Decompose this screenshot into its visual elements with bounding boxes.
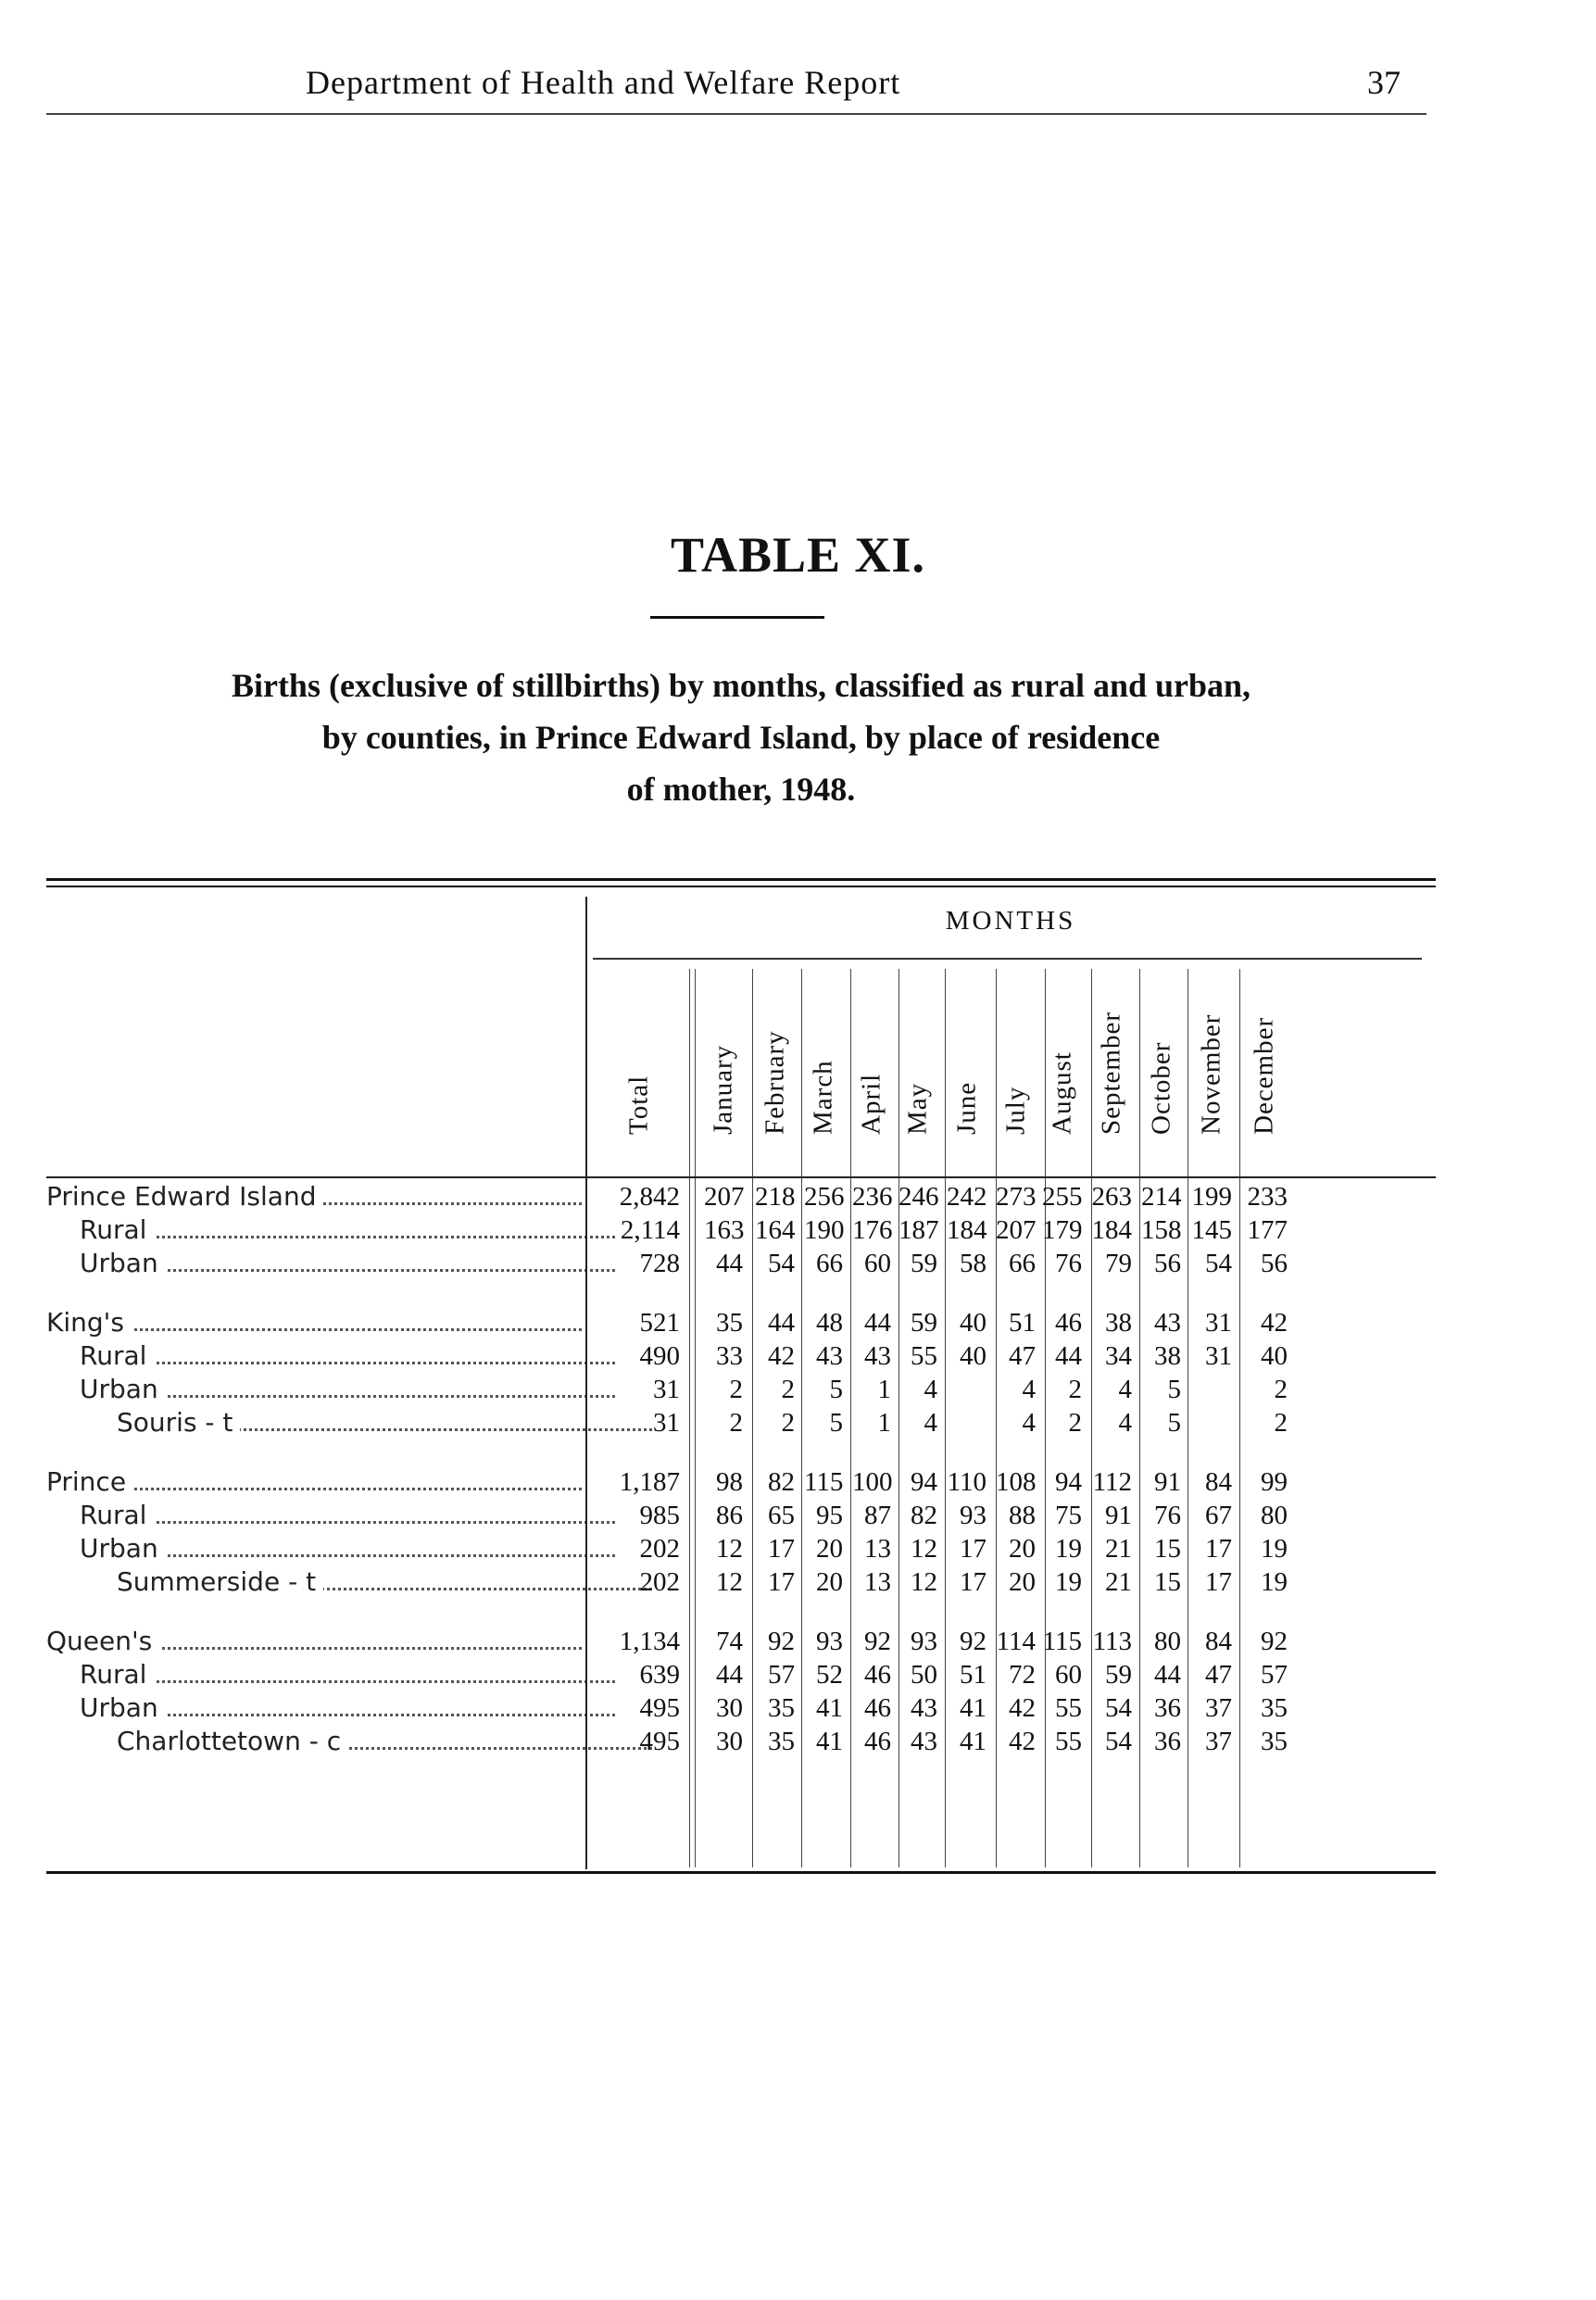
cell-january: 207 xyxy=(704,1182,745,1212)
cell-may: 43 xyxy=(911,1693,937,1723)
cell-december: 19 xyxy=(1261,1567,1288,1597)
cell-november: 54 xyxy=(1205,1249,1232,1278)
cell-april: 100 xyxy=(852,1467,893,1497)
cell-december: 2 xyxy=(1274,1408,1288,1438)
table-row xyxy=(46,1247,1436,1280)
cell-june: 17 xyxy=(960,1534,987,1564)
table-row xyxy=(46,1406,1436,1439)
cell-may: 94 xyxy=(911,1467,937,1497)
cell-september: 263 xyxy=(1091,1182,1132,1212)
column-header-may: May xyxy=(902,1082,933,1135)
cell-september: 112 xyxy=(1092,1467,1132,1497)
cell-december: 99 xyxy=(1261,1467,1288,1497)
cell-november: 84 xyxy=(1205,1627,1232,1656)
cell-june: 40 xyxy=(960,1341,987,1371)
cell-august: 44 xyxy=(1055,1341,1082,1371)
cell-january: 12 xyxy=(716,1534,743,1564)
months-group-header: MONTHS xyxy=(945,906,1076,936)
cell-august: 19 xyxy=(1055,1567,1082,1597)
column-header-september: September xyxy=(1096,1011,1126,1135)
cell-july: 273 xyxy=(996,1182,1037,1212)
cell-february: 54 xyxy=(768,1249,795,1278)
cell-october: 214 xyxy=(1141,1182,1182,1212)
cell-april: 176 xyxy=(852,1215,893,1245)
cell-total: 521 xyxy=(639,1308,680,1338)
cell-total: 1,187 xyxy=(619,1467,680,1497)
cell-october: 91 xyxy=(1154,1467,1181,1497)
cell-august: 94 xyxy=(1055,1467,1082,1497)
cell-total: 31 xyxy=(653,1375,680,1404)
cell-january: 2 xyxy=(729,1375,743,1404)
cell-february: 164 xyxy=(755,1215,796,1245)
cell-may: 12 xyxy=(911,1534,937,1564)
cell-march: 52 xyxy=(816,1660,843,1690)
cell-november xyxy=(1190,1373,1232,1406)
cell-total: 202 xyxy=(639,1567,680,1597)
column-header-june: June xyxy=(951,1081,981,1135)
table-row xyxy=(46,1213,1436,1247)
row-label: King's xyxy=(46,1306,582,1339)
column-header-total: Total xyxy=(623,1075,654,1135)
column-header-november: November xyxy=(1196,1013,1225,1135)
running-header xyxy=(46,57,1426,115)
cell-december: 35 xyxy=(1261,1727,1288,1756)
cell-december: 19 xyxy=(1261,1534,1288,1564)
table-row xyxy=(46,1625,1436,1658)
row-label: Rural xyxy=(46,1213,615,1247)
cell-november: 31 xyxy=(1205,1308,1232,1338)
cell-june: 93 xyxy=(960,1501,987,1530)
cell-september: 113 xyxy=(1092,1627,1132,1656)
cell-january: 35 xyxy=(716,1308,743,1338)
cell-august: 255 xyxy=(1042,1182,1083,1212)
cell-february: 35 xyxy=(768,1693,795,1723)
cell-august: 60 xyxy=(1055,1660,1082,1690)
cell-march: 20 xyxy=(816,1567,843,1597)
cell-may: 187 xyxy=(899,1215,939,1245)
cell-october: 36 xyxy=(1154,1727,1181,1756)
header-rule xyxy=(46,1176,1436,1178)
row-label: Urban xyxy=(46,1373,615,1406)
cell-january: 163 xyxy=(704,1215,745,1245)
cell-june xyxy=(947,1406,987,1439)
table-row xyxy=(46,1691,1436,1725)
cell-april: 87 xyxy=(864,1501,891,1530)
cell-january: 30 xyxy=(716,1693,743,1723)
cell-april: 1 xyxy=(877,1408,891,1438)
cell-december: 35 xyxy=(1261,1693,1288,1723)
cell-march: 93 xyxy=(816,1627,843,1656)
row-label: Rural xyxy=(46,1339,615,1373)
cell-december: 2 xyxy=(1274,1375,1288,1404)
cell-may: 50 xyxy=(911,1660,937,1690)
table-row xyxy=(46,1180,1436,1213)
cell-total: 495 xyxy=(639,1727,680,1756)
cell-april: 46 xyxy=(864,1660,891,1690)
cell-november: 84 xyxy=(1205,1467,1232,1497)
page-number: 37 xyxy=(1367,64,1401,101)
cell-september: 91 xyxy=(1105,1501,1132,1530)
column-header-august: August xyxy=(1047,1051,1076,1135)
cell-october: 5 xyxy=(1167,1408,1181,1438)
cell-july: 66 xyxy=(1009,1249,1036,1278)
cell-december: 80 xyxy=(1261,1501,1288,1530)
cell-september: 34 xyxy=(1105,1341,1132,1371)
cell-may: 4 xyxy=(924,1408,937,1438)
cell-march: 48 xyxy=(816,1308,843,1338)
cell-september: 184 xyxy=(1091,1215,1132,1245)
cell-total: 1,134 xyxy=(619,1627,680,1656)
cell-march: 41 xyxy=(816,1693,843,1723)
cell-september: 4 xyxy=(1118,1408,1132,1438)
cell-august: 46 xyxy=(1055,1308,1082,1338)
row-label: Souris - t xyxy=(46,1406,652,1439)
cell-may: 12 xyxy=(911,1567,937,1597)
cell-total: 728 xyxy=(639,1249,680,1278)
cell-january: 44 xyxy=(716,1249,743,1278)
cell-august: 115 xyxy=(1042,1627,1082,1656)
table-row xyxy=(46,1373,1436,1406)
cell-april: 46 xyxy=(864,1727,891,1756)
table-row xyxy=(46,1725,1436,1758)
cell-june: 41 xyxy=(960,1693,987,1723)
cell-total: 639 xyxy=(639,1660,680,1690)
cell-september: 21 xyxy=(1105,1567,1132,1597)
cell-april: 92 xyxy=(864,1627,891,1656)
cell-november: 37 xyxy=(1205,1727,1232,1756)
cell-july: 42 xyxy=(1009,1727,1036,1756)
months-underline xyxy=(593,958,1422,960)
cell-september: 54 xyxy=(1105,1693,1132,1723)
table-row xyxy=(46,1499,1436,1532)
cell-march: 5 xyxy=(829,1375,843,1404)
cell-december: 92 xyxy=(1261,1627,1288,1656)
cell-may: 4 xyxy=(924,1375,937,1404)
cell-january: 86 xyxy=(716,1501,743,1530)
cell-total: 490 xyxy=(639,1341,680,1371)
table-caption xyxy=(37,660,1445,815)
cell-july: 47 xyxy=(1009,1341,1036,1371)
cell-june: 242 xyxy=(947,1182,987,1212)
cell-may: 59 xyxy=(911,1249,937,1278)
cell-march: 256 xyxy=(804,1182,845,1212)
cell-april: 13 xyxy=(864,1534,891,1564)
column-header-march: March xyxy=(808,1060,838,1135)
cell-february: 65 xyxy=(768,1501,795,1530)
cell-november: 47 xyxy=(1205,1660,1232,1690)
cell-total: 2,842 xyxy=(619,1182,680,1212)
cell-october: 44 xyxy=(1154,1660,1181,1690)
cell-may: 59 xyxy=(911,1308,937,1338)
cell-march: 66 xyxy=(816,1249,843,1278)
cell-january: 74 xyxy=(716,1627,743,1656)
cell-february: 17 xyxy=(768,1534,795,1564)
cell-total: 985 xyxy=(639,1501,680,1530)
cell-june: 17 xyxy=(960,1567,987,1597)
column-header-february: February xyxy=(760,1030,789,1135)
row-label: Queen's xyxy=(46,1625,582,1658)
table-bottom-rule xyxy=(46,1871,1436,1874)
cell-november: 17 xyxy=(1205,1567,1232,1597)
cell-december: 57 xyxy=(1261,1660,1288,1690)
cell-november: 37 xyxy=(1205,1693,1232,1723)
cell-march: 95 xyxy=(816,1501,843,1530)
cell-september: 79 xyxy=(1105,1249,1132,1278)
cell-february: 35 xyxy=(768,1727,795,1756)
cell-august: 2 xyxy=(1068,1375,1082,1404)
cell-total: 495 xyxy=(639,1693,680,1723)
cell-june xyxy=(947,1373,987,1406)
cell-april: 44 xyxy=(864,1308,891,1338)
row-label: Urban xyxy=(46,1532,615,1565)
cell-july: 4 xyxy=(1022,1408,1036,1438)
cell-october: 36 xyxy=(1154,1693,1181,1723)
cell-february: 82 xyxy=(768,1467,795,1497)
cell-may: 55 xyxy=(911,1341,937,1371)
cell-july: 51 xyxy=(1009,1308,1036,1338)
table-row xyxy=(46,1658,1436,1691)
cell-december: 40 xyxy=(1261,1341,1288,1371)
cell-total: 202 xyxy=(639,1534,680,1564)
cell-june: 40 xyxy=(960,1308,987,1338)
row-label: Rural xyxy=(46,1658,615,1691)
table-row xyxy=(46,1565,1436,1599)
cell-june: 51 xyxy=(960,1660,987,1690)
row-label: Urban xyxy=(46,1247,615,1280)
cell-november: 67 xyxy=(1205,1501,1232,1530)
cell-january: 98 xyxy=(716,1467,743,1497)
cell-september: 21 xyxy=(1105,1534,1132,1564)
report-title: Department of Health and Welfare Report xyxy=(306,64,901,101)
cell-november xyxy=(1190,1406,1232,1439)
cell-december: 233 xyxy=(1247,1182,1288,1212)
cell-november: 145 xyxy=(1191,1215,1232,1245)
caption-line: Births (exclusive of stillbirths) by months, classified as rural and urban, xyxy=(231,667,1251,704)
cell-may: 246 xyxy=(899,1182,939,1212)
cell-february: 57 xyxy=(768,1660,795,1690)
row-label: Rural xyxy=(46,1499,615,1532)
cell-may: 93 xyxy=(911,1627,937,1656)
cell-january: 33 xyxy=(716,1341,743,1371)
cell-august: 55 xyxy=(1055,1693,1082,1723)
cell-december: 56 xyxy=(1261,1249,1288,1278)
table-top-rule-inner xyxy=(46,886,1436,887)
cell-december: 42 xyxy=(1261,1308,1288,1338)
table-row xyxy=(46,1532,1436,1565)
row-label: Urban xyxy=(46,1691,615,1725)
cell-june: 110 xyxy=(947,1467,987,1497)
column-header-july: July xyxy=(1000,1086,1030,1135)
cell-may: 82 xyxy=(911,1501,937,1530)
cell-april: 43 xyxy=(864,1341,891,1371)
cell-july: 42 xyxy=(1009,1693,1036,1723)
cell-september: 54 xyxy=(1105,1727,1132,1756)
cell-august: 76 xyxy=(1055,1249,1082,1278)
cell-july: 72 xyxy=(1009,1660,1036,1690)
cell-june: 92 xyxy=(960,1627,987,1656)
cell-november: 199 xyxy=(1191,1182,1232,1212)
column-header-january: January xyxy=(708,1044,738,1135)
cell-september: 59 xyxy=(1105,1660,1132,1690)
row-label: Prince xyxy=(46,1465,582,1499)
cell-july: 207 xyxy=(996,1215,1037,1245)
cell-july: 20 xyxy=(1009,1567,1036,1597)
cell-total: 31 xyxy=(653,1408,680,1438)
cell-july: 20 xyxy=(1009,1534,1036,1564)
cell-december: 177 xyxy=(1247,1215,1288,1245)
cell-april: 236 xyxy=(852,1182,893,1212)
cell-july: 114 xyxy=(996,1627,1036,1656)
cell-february: 218 xyxy=(755,1182,796,1212)
cell-october: 5 xyxy=(1167,1375,1181,1404)
column-header-december: December xyxy=(1249,1016,1279,1135)
cell-august: 179 xyxy=(1042,1215,1083,1245)
cell-march: 41 xyxy=(816,1727,843,1756)
cell-february: 92 xyxy=(768,1627,795,1656)
cell-april: 13 xyxy=(864,1567,891,1597)
row-label: Summerside - t xyxy=(46,1565,652,1599)
cell-august: 2 xyxy=(1068,1408,1082,1438)
cell-march: 43 xyxy=(816,1341,843,1371)
cell-april: 46 xyxy=(864,1693,891,1723)
caption-line: of mother, 1948. xyxy=(626,771,856,808)
cell-february: 42 xyxy=(768,1341,795,1371)
title-rule xyxy=(650,616,824,619)
cell-october: 15 xyxy=(1154,1534,1181,1564)
cell-august: 55 xyxy=(1055,1727,1082,1756)
cell-october: 43 xyxy=(1154,1308,1181,1338)
cell-february: 2 xyxy=(781,1375,795,1404)
table-top-rule xyxy=(46,878,1436,881)
row-label: Prince Edward Island xyxy=(46,1180,582,1213)
cell-october: 15 xyxy=(1154,1567,1181,1597)
cell-october: 80 xyxy=(1154,1627,1181,1656)
cell-october: 56 xyxy=(1154,1249,1181,1278)
table-row xyxy=(46,1339,1436,1373)
cell-august: 19 xyxy=(1055,1534,1082,1564)
row-label: Charlottetown - c xyxy=(46,1725,652,1758)
cell-september: 4 xyxy=(1118,1375,1132,1404)
cell-january: 12 xyxy=(716,1567,743,1597)
cell-june: 41 xyxy=(960,1727,987,1756)
table-row xyxy=(46,1306,1436,1339)
cell-january: 30 xyxy=(716,1727,743,1756)
cell-july: 4 xyxy=(1022,1375,1036,1404)
table-number: TABLE XI. xyxy=(670,527,926,583)
cell-october: 158 xyxy=(1141,1215,1182,1245)
table-row xyxy=(46,1465,1436,1499)
cell-march: 5 xyxy=(829,1408,843,1438)
cell-april: 1 xyxy=(877,1375,891,1404)
cell-july: 108 xyxy=(996,1467,1037,1497)
cell-october: 76 xyxy=(1154,1501,1181,1530)
cell-june: 184 xyxy=(947,1215,987,1245)
column-header-october: October xyxy=(1146,1041,1175,1135)
cell-may: 43 xyxy=(911,1727,937,1756)
cell-total: 2,114 xyxy=(620,1215,680,1245)
column-header-april: April xyxy=(856,1073,886,1135)
cell-july: 88 xyxy=(1009,1501,1036,1530)
cell-october: 38 xyxy=(1154,1341,1181,1371)
cell-february: 17 xyxy=(768,1567,795,1597)
cell-january: 44 xyxy=(716,1660,743,1690)
cell-august: 75 xyxy=(1055,1501,1082,1530)
cell-february: 44 xyxy=(768,1308,795,1338)
cell-november: 31 xyxy=(1205,1341,1232,1371)
cell-march: 190 xyxy=(804,1215,845,1245)
cell-march: 115 xyxy=(804,1467,844,1497)
cell-march: 20 xyxy=(816,1534,843,1564)
cell-january: 2 xyxy=(729,1408,743,1438)
cell-april: 60 xyxy=(864,1249,891,1278)
cell-september: 38 xyxy=(1105,1308,1132,1338)
cell-february: 2 xyxy=(781,1408,795,1438)
caption-line: by counties, in Prince Edward Island, by place of residence xyxy=(321,719,1161,756)
cell-june: 58 xyxy=(960,1249,987,1278)
cell-november: 17 xyxy=(1205,1534,1232,1564)
